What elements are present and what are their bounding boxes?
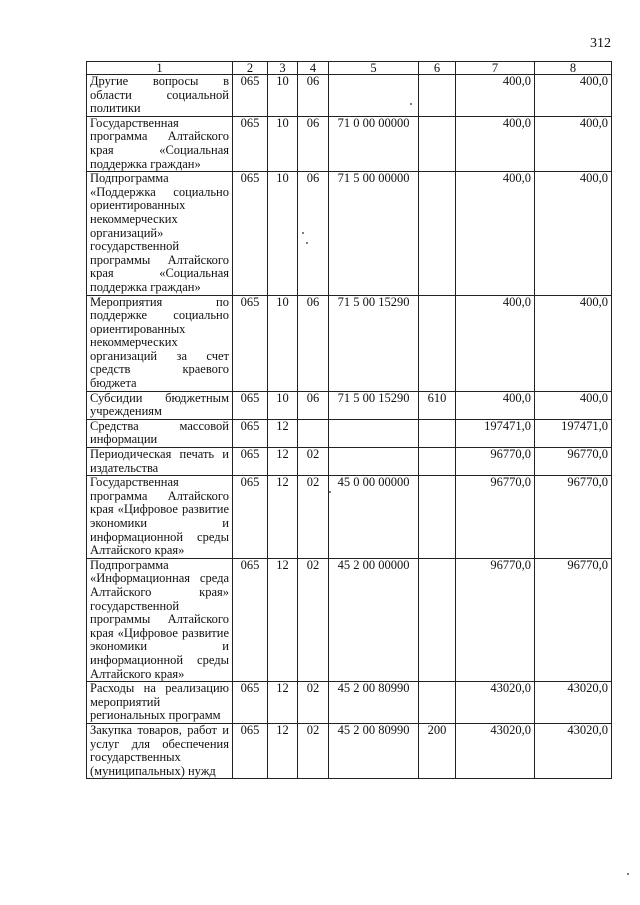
table-row (87, 448, 612, 476)
scan-speck (302, 232, 304, 234)
section-cell: 10 (268, 172, 298, 295)
section-cell: 10 (268, 75, 298, 117)
amount-year1-cell: 197471,0 (456, 419, 535, 447)
subsection-cell: 06 (298, 391, 329, 419)
header-cell: 4 (298, 62, 329, 75)
amount-year1-cell: 400,0 (456, 295, 535, 391)
expense-type-cell: 610 (419, 391, 456, 419)
section-cell: 12 (268, 448, 298, 476)
amount-year2-cell: 197471,0 (535, 419, 612, 447)
budget-table (86, 61, 612, 779)
header-cell: 5 (329, 62, 419, 75)
table-row (87, 723, 612, 778)
target-article-cell: 45 2 00 80990 (329, 682, 419, 724)
section-cell: 10 (268, 116, 298, 171)
ministry-code-cell: 065 (233, 682, 268, 724)
scan-speck (410, 103, 412, 105)
scan-speck (329, 491, 331, 493)
expense-type-cell (419, 116, 456, 171)
table-row (87, 295, 612, 391)
table-row (87, 682, 612, 724)
amount-year2-cell: 96770,0 (535, 558, 612, 681)
item-name-cell: Подпрограмма «Информационная среда Алтайского края» государственной программы Алтайского края «Цифровое развитие экономики и информационной среды Алтайского края» (87, 558, 233, 681)
table-row (87, 391, 612, 419)
section-cell: 12 (268, 476, 298, 559)
table-body (87, 75, 612, 779)
target-article-cell: 71 5 00 15290 (329, 295, 419, 391)
subsection-cell: 02 (298, 558, 329, 681)
section-cell: 12 (268, 419, 298, 447)
header-cell: 6 (419, 62, 456, 75)
amount-year1-cell: 43020,0 (456, 682, 535, 724)
subsection-cell: 06 (298, 116, 329, 171)
amount-year1-cell: 96770,0 (456, 448, 535, 476)
table-row (87, 476, 612, 559)
amount-year1-cell: 400,0 (456, 391, 535, 419)
ministry-code-cell: 065 (233, 448, 268, 476)
item-name-cell: Государственная программа Алтайского края «Социальная поддержка граждан» (87, 116, 233, 171)
amount-year1-cell: 400,0 (456, 116, 535, 171)
target-article-cell: 45 2 00 00000 (329, 558, 419, 681)
amount-year2-cell: 43020,0 (535, 682, 612, 724)
table-row (87, 116, 612, 171)
target-article-cell: 45 2 00 80990 (329, 723, 419, 778)
item-name-cell: Государственная программа Алтайского края «Цифровое развитие экономики и информационной среды Алтайского края» (87, 476, 233, 559)
ministry-code-cell: 065 (233, 391, 268, 419)
expense-type-cell (419, 558, 456, 681)
header-cell: 7 (456, 62, 535, 75)
amount-year1-cell: 96770,0 (456, 476, 535, 559)
amount-year1-cell: 400,0 (456, 172, 535, 295)
amount-year1-cell: 400,0 (456, 75, 535, 117)
subsection-cell: 06 (298, 75, 329, 117)
item-name-cell: Средства массовой информации (87, 419, 233, 447)
ministry-code-cell: 065 (233, 116, 268, 171)
subsection-cell: 02 (298, 723, 329, 778)
scan-speck (627, 873, 629, 875)
ministry-code-cell: 065 (233, 75, 268, 117)
amount-year2-cell: 96770,0 (535, 448, 612, 476)
amount-year2-cell: 400,0 (535, 172, 612, 295)
ministry-code-cell: 065 (233, 295, 268, 391)
subsection-cell: 06 (298, 172, 329, 295)
amount-year2-cell: 400,0 (535, 75, 612, 117)
item-name-cell: Мероприятия по поддержке социально ориентированных некоммерческих организаций за счет средств краевого бюджета (87, 295, 233, 391)
amount-year2-cell: 43020,0 (535, 723, 612, 778)
amount-year1-cell: 43020,0 (456, 723, 535, 778)
item-name-cell: Закупка товаров, работ и услуг для обеспечения государственных (муниципальных) нужд (87, 723, 233, 778)
expense-type-cell (419, 172, 456, 295)
item-name-cell: Другие вопросы в области социальной политики (87, 75, 233, 117)
amount-year2-cell: 400,0 (535, 295, 612, 391)
header-cell: 3 (268, 62, 298, 75)
item-name-cell: Периодическая печать и издательства (87, 448, 233, 476)
target-article-cell: 45 0 00 00000 (329, 476, 419, 559)
item-name-cell: Расходы на реализацию мероприятий региональных программ (87, 682, 233, 724)
table-row (87, 419, 612, 447)
subsection-cell: 02 (298, 682, 329, 724)
expense-type-cell (419, 75, 456, 117)
ministry-code-cell: 065 (233, 558, 268, 681)
ministry-code-cell: 065 (233, 172, 268, 295)
subsection-cell: 02 (298, 448, 329, 476)
section-cell: 12 (268, 723, 298, 778)
table-row (87, 172, 612, 295)
amount-year2-cell: 400,0 (535, 116, 612, 171)
amount-year1-cell: 96770,0 (456, 558, 535, 681)
header-row (87, 62, 612, 75)
expense-type-cell (419, 682, 456, 724)
amount-year2-cell: 400,0 (535, 391, 612, 419)
subsection-cell: 06 (298, 295, 329, 391)
target-article-cell: 71 0 00 00000 (329, 116, 419, 171)
ministry-code-cell: 065 (233, 723, 268, 778)
subsection-cell (298, 419, 329, 447)
section-cell: 12 (268, 558, 298, 681)
target-article-cell (329, 75, 419, 117)
target-article-cell (329, 448, 419, 476)
section-cell: 12 (268, 682, 298, 724)
expense-type-cell (419, 476, 456, 559)
ministry-code-cell: 065 (233, 476, 268, 559)
section-cell: 10 (268, 391, 298, 419)
scan-speck (306, 242, 308, 244)
target-article-cell (329, 419, 419, 447)
header-cell: 8 (535, 62, 612, 75)
target-article-cell: 71 5 00 15290 (329, 391, 419, 419)
header-cell: 1 (87, 62, 233, 75)
amount-year2-cell: 96770,0 (535, 476, 612, 559)
ministry-code-cell: 065 (233, 419, 268, 447)
expense-type-cell: 200 (419, 723, 456, 778)
table-row (87, 558, 612, 681)
section-cell: 10 (268, 295, 298, 391)
expense-type-cell (419, 448, 456, 476)
header-cell: 2 (233, 62, 268, 75)
target-article-cell: 71 5 00 00000 (329, 172, 419, 295)
expense-type-cell (419, 295, 456, 391)
table-row (87, 75, 612, 117)
expense-type-cell (419, 419, 456, 447)
item-name-cell: Субсидии бюджетным учреждениям (87, 391, 233, 419)
item-name-cell: Подпрограмма «Поддержка социально ориентированных некоммерческих организаций» государственной программы Алтайского края «Социальная поддержка граждан» (87, 172, 233, 295)
subsection-cell: 02 (298, 476, 329, 559)
page-number: 312 (590, 36, 611, 51)
